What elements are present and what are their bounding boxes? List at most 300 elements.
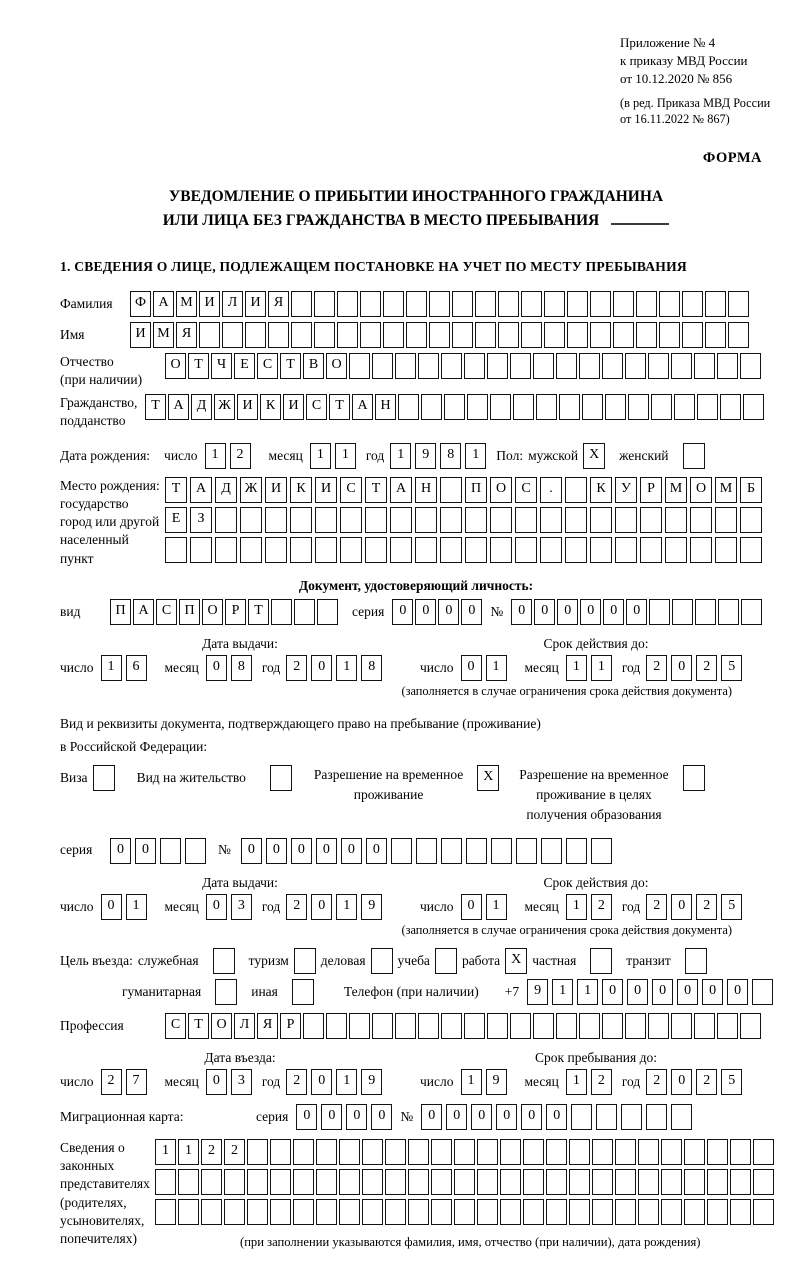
char-cell[interactable]: А [133, 599, 154, 625]
char-cell[interactable] [362, 1199, 383, 1225]
char-cell[interactable] [406, 291, 427, 317]
char-cell[interactable]: 0 [461, 599, 482, 625]
char-cell[interactable] [185, 838, 206, 864]
char-cell[interactable]: Т [365, 477, 387, 503]
char-cell[interactable] [625, 353, 646, 379]
char-cell[interactable]: 2 [591, 894, 612, 920]
char-cell[interactable] [740, 353, 761, 379]
char-cell[interactable]: 1 [178, 1139, 199, 1165]
char-cell[interactable] [477, 1139, 498, 1165]
char-cell[interactable] [349, 1013, 370, 1039]
char-cell[interactable]: 1 [336, 894, 357, 920]
char-cell[interactable]: 0 [316, 838, 337, 864]
char-cell[interactable]: 0 [671, 1069, 692, 1095]
char-cell[interactable] [498, 322, 519, 348]
char-cell[interactable] [199, 322, 220, 348]
char-cell[interactable] [659, 322, 680, 348]
char-cell[interactable]: А [190, 477, 212, 503]
char-cell[interactable]: 5 [721, 894, 742, 920]
char-cell[interactable] [247, 1169, 268, 1195]
char-cell[interactable]: 0 [110, 838, 131, 864]
char-cell[interactable] [464, 353, 485, 379]
char-cell[interactable]: 2 [696, 894, 717, 920]
char-cell[interactable] [582, 394, 603, 420]
purpose-study-checkbox[interactable] [435, 948, 457, 974]
char-cell[interactable]: И [130, 322, 151, 348]
char-cell[interactable] [523, 1139, 544, 1165]
char-cell[interactable] [640, 507, 662, 533]
char-cell[interactable] [245, 322, 266, 348]
char-cell[interactable] [694, 1013, 715, 1039]
char-cell[interactable]: 0 [471, 1104, 492, 1130]
char-cell[interactable]: А [153, 291, 174, 317]
char-cell[interactable] [546, 1199, 567, 1225]
char-cell[interactable] [490, 507, 512, 533]
char-cell[interactable] [317, 599, 338, 625]
char-cell[interactable]: 0 [421, 1104, 442, 1130]
char-cell[interactable]: 9 [361, 894, 382, 920]
char-cell[interactable]: 1 [591, 655, 612, 681]
char-cell[interactable] [440, 477, 462, 503]
purpose-other-checkbox[interactable] [292, 979, 314, 1005]
char-cell[interactable]: И [283, 394, 304, 420]
temp-permit-checkbox[interactable]: X [477, 765, 499, 791]
purpose-humanitarian-checkbox[interactable] [215, 979, 237, 1005]
temp-permit-edu-checkbox[interactable] [683, 765, 705, 791]
char-cell[interactable]: О [690, 477, 712, 503]
char-cell[interactable] [316, 1199, 337, 1225]
char-cell[interactable]: 0 [446, 1104, 467, 1130]
char-cell[interactable]: П [465, 477, 487, 503]
char-cell[interactable]: 1 [310, 443, 331, 469]
char-cell[interactable] [521, 322, 542, 348]
char-cell[interactable]: Т [329, 394, 350, 420]
char-cell[interactable] [441, 1013, 462, 1039]
char-cell[interactable]: Т [188, 1013, 209, 1039]
char-cell[interactable]: С [340, 477, 362, 503]
char-cell[interactable]: И [237, 394, 258, 420]
char-cell[interactable]: 2 [591, 1069, 612, 1095]
char-cell[interactable]: И [245, 291, 266, 317]
char-cell[interactable] [477, 1169, 498, 1195]
char-cell[interactable]: 1 [101, 655, 122, 681]
char-cell[interactable] [360, 322, 381, 348]
char-cell[interactable] [293, 1139, 314, 1165]
char-cell[interactable] [648, 1013, 669, 1039]
char-cell[interactable] [452, 322, 473, 348]
char-cell[interactable]: 7 [126, 1069, 147, 1095]
char-cell[interactable] [717, 353, 738, 379]
char-cell[interactable] [440, 507, 462, 533]
char-cell[interactable] [224, 1199, 245, 1225]
char-cell[interactable]: Т [145, 394, 166, 420]
char-cell[interactable]: 1 [336, 655, 357, 681]
char-cell[interactable] [431, 1169, 452, 1195]
char-cell[interactable]: 2 [224, 1139, 245, 1165]
char-cell[interactable] [602, 353, 623, 379]
char-cell[interactable] [523, 1169, 544, 1195]
char-cell[interactable]: 2 [201, 1139, 222, 1165]
char-cell[interactable] [452, 291, 473, 317]
char-cell[interactable]: 0 [580, 599, 601, 625]
char-cell[interactable] [671, 1013, 692, 1039]
char-cell[interactable] [475, 291, 496, 317]
char-cell[interactable] [728, 291, 749, 317]
char-cell[interactable] [540, 507, 562, 533]
char-cell[interactable]: 0 [366, 838, 387, 864]
char-cell[interactable] [546, 1139, 567, 1165]
char-cell[interactable] [521, 291, 542, 317]
male-checkbox[interactable]: X [583, 443, 605, 469]
char-cell[interactable] [753, 1139, 774, 1165]
char-cell[interactable] [215, 507, 237, 533]
char-cell[interactable] [395, 353, 416, 379]
char-cell[interactable]: К [290, 477, 312, 503]
char-cell[interactable] [314, 322, 335, 348]
char-cell[interactable]: С [306, 394, 327, 420]
char-cell[interactable]: 0 [101, 894, 122, 920]
char-cell[interactable] [697, 394, 718, 420]
char-cell[interactable] [395, 1013, 416, 1039]
char-cell[interactable] [314, 291, 335, 317]
char-cell[interactable] [625, 1013, 646, 1039]
char-cell[interactable]: В [303, 353, 324, 379]
char-cell[interactable]: Р [280, 1013, 301, 1039]
char-cell[interactable] [565, 507, 587, 533]
char-cell[interactable] [491, 838, 512, 864]
char-cell[interactable] [592, 1199, 613, 1225]
char-cell[interactable] [340, 507, 362, 533]
char-cell[interactable] [490, 537, 512, 563]
char-cell[interactable]: О [326, 353, 347, 379]
char-cell[interactable]: 0 [461, 655, 482, 681]
char-cell[interactable] [265, 507, 287, 533]
char-cell[interactable] [640, 537, 662, 563]
char-cell[interactable] [569, 1169, 590, 1195]
char-cell[interactable]: К [260, 394, 281, 420]
char-cell[interactable] [602, 1013, 623, 1039]
char-cell[interactable] [178, 1169, 199, 1195]
char-cell[interactable] [674, 394, 695, 420]
purpose-official-checkbox[interactable] [213, 948, 235, 974]
char-cell[interactable] [533, 1013, 554, 1039]
char-cell[interactable]: 0 [677, 979, 698, 1005]
char-cell[interactable]: П [110, 599, 131, 625]
char-cell[interactable]: 0 [241, 838, 262, 864]
char-cell[interactable] [291, 291, 312, 317]
char-cell[interactable] [541, 838, 562, 864]
char-cell[interactable] [694, 353, 715, 379]
char-cell[interactable] [291, 322, 312, 348]
char-cell[interactable] [707, 1139, 728, 1165]
char-cell[interactable]: 0 [206, 894, 227, 920]
char-cell[interactable]: Ж [240, 477, 262, 503]
char-cell[interactable]: 2 [101, 1069, 122, 1095]
char-cell[interactable] [648, 353, 669, 379]
char-cell[interactable] [523, 1199, 544, 1225]
char-cell[interactable]: М [176, 291, 197, 317]
char-cell[interactable] [682, 291, 703, 317]
char-cell[interactable] [740, 1013, 761, 1039]
char-cell[interactable] [383, 291, 404, 317]
char-cell[interactable]: 1 [486, 655, 507, 681]
char-cell[interactable]: Ф [130, 291, 151, 317]
char-cell[interactable] [559, 394, 580, 420]
char-cell[interactable] [431, 1139, 452, 1165]
char-cell[interactable]: 1 [126, 894, 147, 920]
char-cell[interactable] [315, 537, 337, 563]
char-cell[interactable]: 0 [671, 894, 692, 920]
char-cell[interactable] [372, 1013, 393, 1039]
char-cell[interactable] [651, 394, 672, 420]
char-cell[interactable]: 1 [486, 894, 507, 920]
char-cell[interactable]: . [540, 477, 562, 503]
purpose-private-checkbox[interactable] [590, 948, 612, 974]
char-cell[interactable] [240, 507, 262, 533]
char-cell[interactable] [590, 291, 611, 317]
char-cell[interactable] [544, 322, 565, 348]
char-cell[interactable] [415, 507, 437, 533]
char-cell[interactable] [293, 1169, 314, 1195]
char-cell[interactable]: 2 [286, 894, 307, 920]
char-cell[interactable] [536, 394, 557, 420]
char-cell[interactable] [636, 322, 657, 348]
female-checkbox[interactable] [683, 443, 705, 469]
char-cell[interactable] [429, 322, 450, 348]
char-cell[interactable] [590, 507, 612, 533]
char-cell[interactable]: Ч [211, 353, 232, 379]
char-cell[interactable]: Т [165, 477, 187, 503]
char-cell[interactable] [265, 537, 287, 563]
char-cell[interactable]: 0 [496, 1104, 517, 1130]
char-cell[interactable] [408, 1139, 429, 1165]
char-cell[interactable] [638, 1139, 659, 1165]
char-cell[interactable] [661, 1169, 682, 1195]
char-cell[interactable] [349, 353, 370, 379]
char-cell[interactable]: С [515, 477, 537, 503]
char-cell[interactable] [268, 322, 289, 348]
char-cell[interactable] [636, 291, 657, 317]
char-cell[interactable] [753, 1169, 774, 1195]
char-cell[interactable] [398, 394, 419, 420]
char-cell[interactable]: 0 [392, 599, 413, 625]
char-cell[interactable] [596, 1104, 617, 1130]
char-cell[interactable] [615, 1139, 636, 1165]
char-cell[interactable] [672, 599, 693, 625]
char-cell[interactable] [316, 1169, 337, 1195]
char-cell[interactable] [592, 1169, 613, 1195]
char-cell[interactable]: 9 [486, 1069, 507, 1095]
char-cell[interactable] [649, 599, 670, 625]
char-cell[interactable] [429, 291, 450, 317]
char-cell[interactable] [362, 1169, 383, 1195]
char-cell[interactable] [339, 1139, 360, 1165]
char-cell[interactable]: 0 [415, 599, 436, 625]
char-cell[interactable] [224, 1169, 245, 1195]
char-cell[interactable]: О [165, 353, 186, 379]
char-cell[interactable]: И [199, 291, 220, 317]
char-cell[interactable]: О [202, 599, 223, 625]
char-cell[interactable] [571, 1104, 592, 1130]
char-cell[interactable]: 1 [577, 979, 598, 1005]
char-cell[interactable] [682, 322, 703, 348]
char-cell[interactable] [477, 1199, 498, 1225]
char-cell[interactable]: 1 [155, 1139, 176, 1165]
char-cell[interactable]: Я [257, 1013, 278, 1039]
char-cell[interactable] [671, 1104, 692, 1130]
char-cell[interactable] [390, 537, 412, 563]
char-cell[interactable]: Я [176, 322, 197, 348]
char-cell[interactable] [360, 291, 381, 317]
char-cell[interactable] [408, 1169, 429, 1195]
char-cell[interactable] [201, 1199, 222, 1225]
char-cell[interactable] [638, 1199, 659, 1225]
char-cell[interactable] [340, 537, 362, 563]
char-cell[interactable] [362, 1139, 383, 1165]
char-cell[interactable] [515, 507, 537, 533]
char-cell[interactable]: 0 [206, 1069, 227, 1095]
char-cell[interactable]: 2 [646, 1069, 667, 1095]
char-cell[interactable] [487, 353, 508, 379]
char-cell[interactable]: 0 [371, 1104, 392, 1130]
char-cell[interactable]: С [257, 353, 278, 379]
char-cell[interactable] [638, 1169, 659, 1195]
char-cell[interactable]: 0 [521, 1104, 542, 1130]
char-cell[interactable] [303, 1013, 324, 1039]
char-cell[interactable] [406, 322, 427, 348]
char-cell[interactable] [467, 394, 488, 420]
char-cell[interactable] [326, 1013, 347, 1039]
char-cell[interactable] [707, 1169, 728, 1195]
char-cell[interactable] [454, 1169, 475, 1195]
char-cell[interactable] [565, 477, 587, 503]
char-cell[interactable] [565, 537, 587, 563]
char-cell[interactable] [661, 1139, 682, 1165]
char-cell[interactable] [690, 507, 712, 533]
char-cell[interactable]: М [153, 322, 174, 348]
char-cell[interactable] [337, 322, 358, 348]
char-cell[interactable]: Я [268, 291, 289, 317]
char-cell[interactable] [715, 507, 737, 533]
char-cell[interactable]: Ж [214, 394, 235, 420]
char-cell[interactable]: К [590, 477, 612, 503]
char-cell[interactable]: А [168, 394, 189, 420]
char-cell[interactable] [740, 537, 762, 563]
char-cell[interactable] [671, 353, 692, 379]
char-cell[interactable] [316, 1139, 337, 1165]
char-cell[interactable]: 0 [341, 838, 362, 864]
char-cell[interactable] [540, 537, 562, 563]
char-cell[interactable]: 0 [511, 599, 532, 625]
char-cell[interactable] [466, 838, 487, 864]
char-cell[interactable] [513, 394, 534, 420]
char-cell[interactable] [516, 838, 537, 864]
purpose-work-checkbox[interactable]: X [505, 948, 527, 974]
char-cell[interactable] [705, 291, 726, 317]
char-cell[interactable]: 2 [286, 655, 307, 681]
char-cell[interactable]: Н [375, 394, 396, 420]
purpose-business-checkbox[interactable] [371, 948, 393, 974]
char-cell[interactable]: Е [234, 353, 255, 379]
char-cell[interactable]: 0 [652, 979, 673, 1005]
char-cell[interactable]: Н [415, 477, 437, 503]
char-cell[interactable]: 0 [626, 599, 647, 625]
char-cell[interactable]: Т [248, 599, 269, 625]
char-cell[interactable] [544, 291, 565, 317]
char-cell[interactable] [385, 1139, 406, 1165]
char-cell[interactable] [659, 291, 680, 317]
char-cell[interactable] [728, 322, 749, 348]
char-cell[interactable] [465, 537, 487, 563]
char-cell[interactable] [752, 979, 773, 1005]
char-cell[interactable]: 1 [390, 443, 411, 469]
char-cell[interactable] [270, 1139, 291, 1165]
char-cell[interactable] [615, 507, 637, 533]
char-cell[interactable] [515, 537, 537, 563]
visa-checkbox[interactable] [93, 765, 115, 791]
char-cell[interactable] [155, 1169, 176, 1195]
char-cell[interactable]: 9 [415, 443, 436, 469]
char-cell[interactable] [293, 1199, 314, 1225]
char-cell[interactable] [684, 1199, 705, 1225]
char-cell[interactable] [720, 394, 741, 420]
char-cell[interactable] [415, 537, 437, 563]
char-cell[interactable] [365, 537, 387, 563]
char-cell[interactable]: 0 [296, 1104, 317, 1130]
char-cell[interactable] [567, 322, 588, 348]
char-cell[interactable] [500, 1199, 521, 1225]
char-cell[interactable] [160, 838, 181, 864]
char-cell[interactable] [579, 353, 600, 379]
char-cell[interactable] [372, 353, 393, 379]
char-cell[interactable] [390, 507, 412, 533]
purpose-tourism-checkbox[interactable] [294, 948, 316, 974]
char-cell[interactable] [661, 1199, 682, 1225]
char-cell[interactable] [579, 1013, 600, 1039]
char-cell[interactable] [222, 322, 243, 348]
char-cell[interactable] [247, 1139, 268, 1165]
char-cell[interactable] [290, 507, 312, 533]
char-cell[interactable] [421, 394, 442, 420]
char-cell[interactable] [615, 1169, 636, 1195]
char-cell[interactable] [498, 291, 519, 317]
char-cell[interactable]: 3 [231, 894, 252, 920]
char-cell[interactable] [717, 1013, 738, 1039]
char-cell[interactable] [715, 537, 737, 563]
char-cell[interactable]: М [665, 477, 687, 503]
char-cell[interactable]: 9 [361, 1069, 382, 1095]
char-cell[interactable]: С [165, 1013, 186, 1039]
char-cell[interactable]: 1 [461, 1069, 482, 1095]
char-cell[interactable]: 0 [321, 1104, 342, 1130]
char-cell[interactable] [510, 353, 531, 379]
char-cell[interactable] [416, 838, 437, 864]
char-cell[interactable] [621, 1104, 642, 1130]
char-cell[interactable]: 2 [696, 655, 717, 681]
char-cell[interactable]: Л [234, 1013, 255, 1039]
char-cell[interactable] [487, 1013, 508, 1039]
char-cell[interactable]: 2 [696, 1069, 717, 1095]
char-cell[interactable]: 0 [206, 655, 227, 681]
char-cell[interactable] [271, 599, 292, 625]
char-cell[interactable]: О [211, 1013, 232, 1039]
char-cell[interactable] [605, 394, 626, 420]
char-cell[interactable] [270, 1199, 291, 1225]
char-cell[interactable] [441, 353, 462, 379]
char-cell[interactable] [591, 838, 612, 864]
char-cell[interactable] [444, 394, 465, 420]
char-cell[interactable]: 0 [266, 838, 287, 864]
